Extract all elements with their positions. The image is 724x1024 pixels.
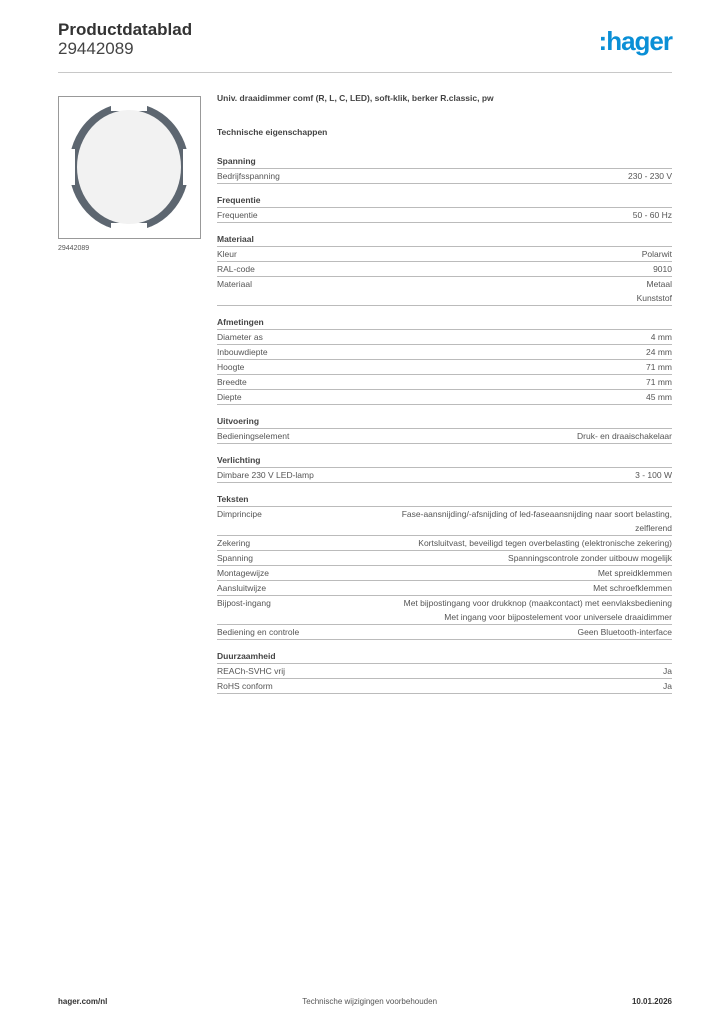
spec-sections	[217, 154, 672, 694]
spec-row	[217, 345, 672, 360]
spec-label: Bijpost-ingang	[217, 598, 271, 608]
spec-value: 45 mm	[646, 392, 672, 402]
page-title: Productdatablad	[58, 20, 193, 39]
header-divider	[58, 72, 672, 73]
spec-row	[217, 208, 672, 223]
spec-label: Dimprincipe	[217, 509, 262, 519]
spec-row	[217, 679, 672, 694]
spec-row	[217, 596, 672, 625]
spec-section	[217, 453, 672, 483]
spec-value: Metaal Kunststof	[636, 279, 672, 303]
spec-row	[217, 375, 672, 390]
footer-website[interactable]: hager.com/nl	[58, 997, 108, 1006]
spec-label: Montagewijze	[217, 568, 269, 578]
spec-label: Dimbare 230 V LED-lamp	[217, 470, 314, 480]
spec-row	[217, 330, 672, 345]
spec-value: Kortsluitvast, beveiligd tegen overbelasting (elektronische zekering)	[418, 538, 672, 548]
spec-row	[217, 277, 672, 306]
spec-row	[217, 429, 672, 444]
spec-section	[217, 154, 672, 184]
spec-label: Breedte	[217, 377, 247, 387]
spec-value: 9010	[653, 264, 672, 274]
spec-label: Hoogte	[217, 362, 245, 372]
spec-value: Spanningscontrole zonder uitbouw mogelijk	[508, 553, 672, 563]
spec-label: Bedieningselement	[217, 431, 290, 441]
spec-value: 230 - 230 V	[628, 171, 672, 181]
spec-value: Geen Bluetooth-interface	[577, 627, 672, 637]
section-heading: Teksten	[217, 492, 672, 507]
footer	[58, 997, 672, 1006]
product-image	[58, 96, 201, 239]
section-heading: Frequentie	[217, 193, 672, 208]
spec-section	[217, 232, 672, 306]
spec-row	[217, 507, 672, 536]
section-heading: Uitvoering	[217, 414, 672, 429]
spec-label: Diepte	[217, 392, 242, 402]
spec-label: RoHS conform	[217, 681, 273, 691]
spec-value: 71 mm	[646, 377, 672, 387]
spec-row	[217, 247, 672, 262]
image-caption: 29442089	[58, 245, 90, 252]
spec-row	[217, 360, 672, 375]
spec-section	[217, 193, 672, 223]
spec-row	[217, 551, 672, 566]
spec-section	[217, 649, 672, 694]
spec-value: Polarwit	[641, 249, 672, 259]
section-heading: Spanning	[217, 154, 672, 169]
section-heading: Afmetingen	[217, 315, 672, 330]
product-number: 29442089	[58, 39, 134, 58]
section-heading: Verlichting	[217, 453, 672, 468]
dimmer-frame-illustration	[59, 97, 200, 238]
hager-logo: :hager	[598, 26, 672, 56]
spec-section	[217, 315, 672, 405]
spec-content	[217, 93, 672, 703]
spec-value: 24 mm	[646, 347, 672, 357]
spec-label: Spanning	[217, 553, 253, 563]
section-heading: Materiaal	[217, 232, 672, 247]
spec-row	[217, 581, 672, 596]
spec-label: Bediening en controle	[217, 627, 300, 637]
product-name: Univ. draaidimmer comf (R, L, C, LED), soft-klik, berker R.classic, pw	[217, 93, 494, 103]
spec-section	[217, 492, 672, 640]
spec-row	[217, 468, 672, 483]
spec-label: Diameter as	[217, 332, 263, 342]
spec-label: REACh-SVHC vrij	[217, 666, 286, 676]
spec-row	[217, 625, 672, 640]
spec-value: Ja	[663, 681, 672, 691]
spec-label: Frequentie	[217, 210, 258, 220]
spec-label: Zekering	[217, 538, 251, 548]
spec-value: Met spreidklemmen	[597, 568, 672, 578]
spec-label: Aansluitwijze	[217, 583, 267, 593]
spec-value: 71 mm	[646, 362, 672, 372]
footer-date: 10.01.2026	[631, 997, 672, 1006]
spec-value: 3 - 100 W	[635, 470, 672, 480]
spec-value: 4 mm	[650, 332, 672, 342]
spec-label: Bedrijfsspanning	[217, 171, 280, 181]
spec-value: Fase-aansnijding/-afsnijding of led-faseaansnijding naar soort belasting, zelflerend	[401, 509, 672, 533]
section-heading: Duurzaamheid	[217, 649, 672, 664]
spec-value: Ja	[663, 666, 672, 676]
spec-value: Met schroefklemmen	[593, 583, 672, 593]
footer-notice: Technische wijzigingen voorbehouden	[302, 997, 438, 1006]
spec-section	[217, 414, 672, 444]
spec-value: 50 - 60 Hz	[632, 210, 672, 220]
spec-row	[217, 536, 672, 551]
spec-label: Materiaal	[217, 279, 252, 289]
spec-row	[217, 262, 672, 277]
spec-row	[217, 169, 672, 184]
spec-row	[217, 566, 672, 581]
spec-label: Kleur	[217, 249, 237, 259]
tech-heading: Technische eigenschappen	[217, 127, 328, 137]
spec-value: Druk- en draaischakelaar	[577, 431, 672, 441]
spec-label: RAL-code	[217, 264, 255, 274]
spec-row	[217, 390, 672, 405]
spec-label: Inbouwdiepte	[217, 347, 268, 357]
spec-value: Met bijpostingang voor drukknop (maakcontact) met eenvlaksbediening Met ingang voor bijpostelement voor universele draaidimmer	[403, 598, 672, 622]
spec-row	[217, 664, 672, 679]
